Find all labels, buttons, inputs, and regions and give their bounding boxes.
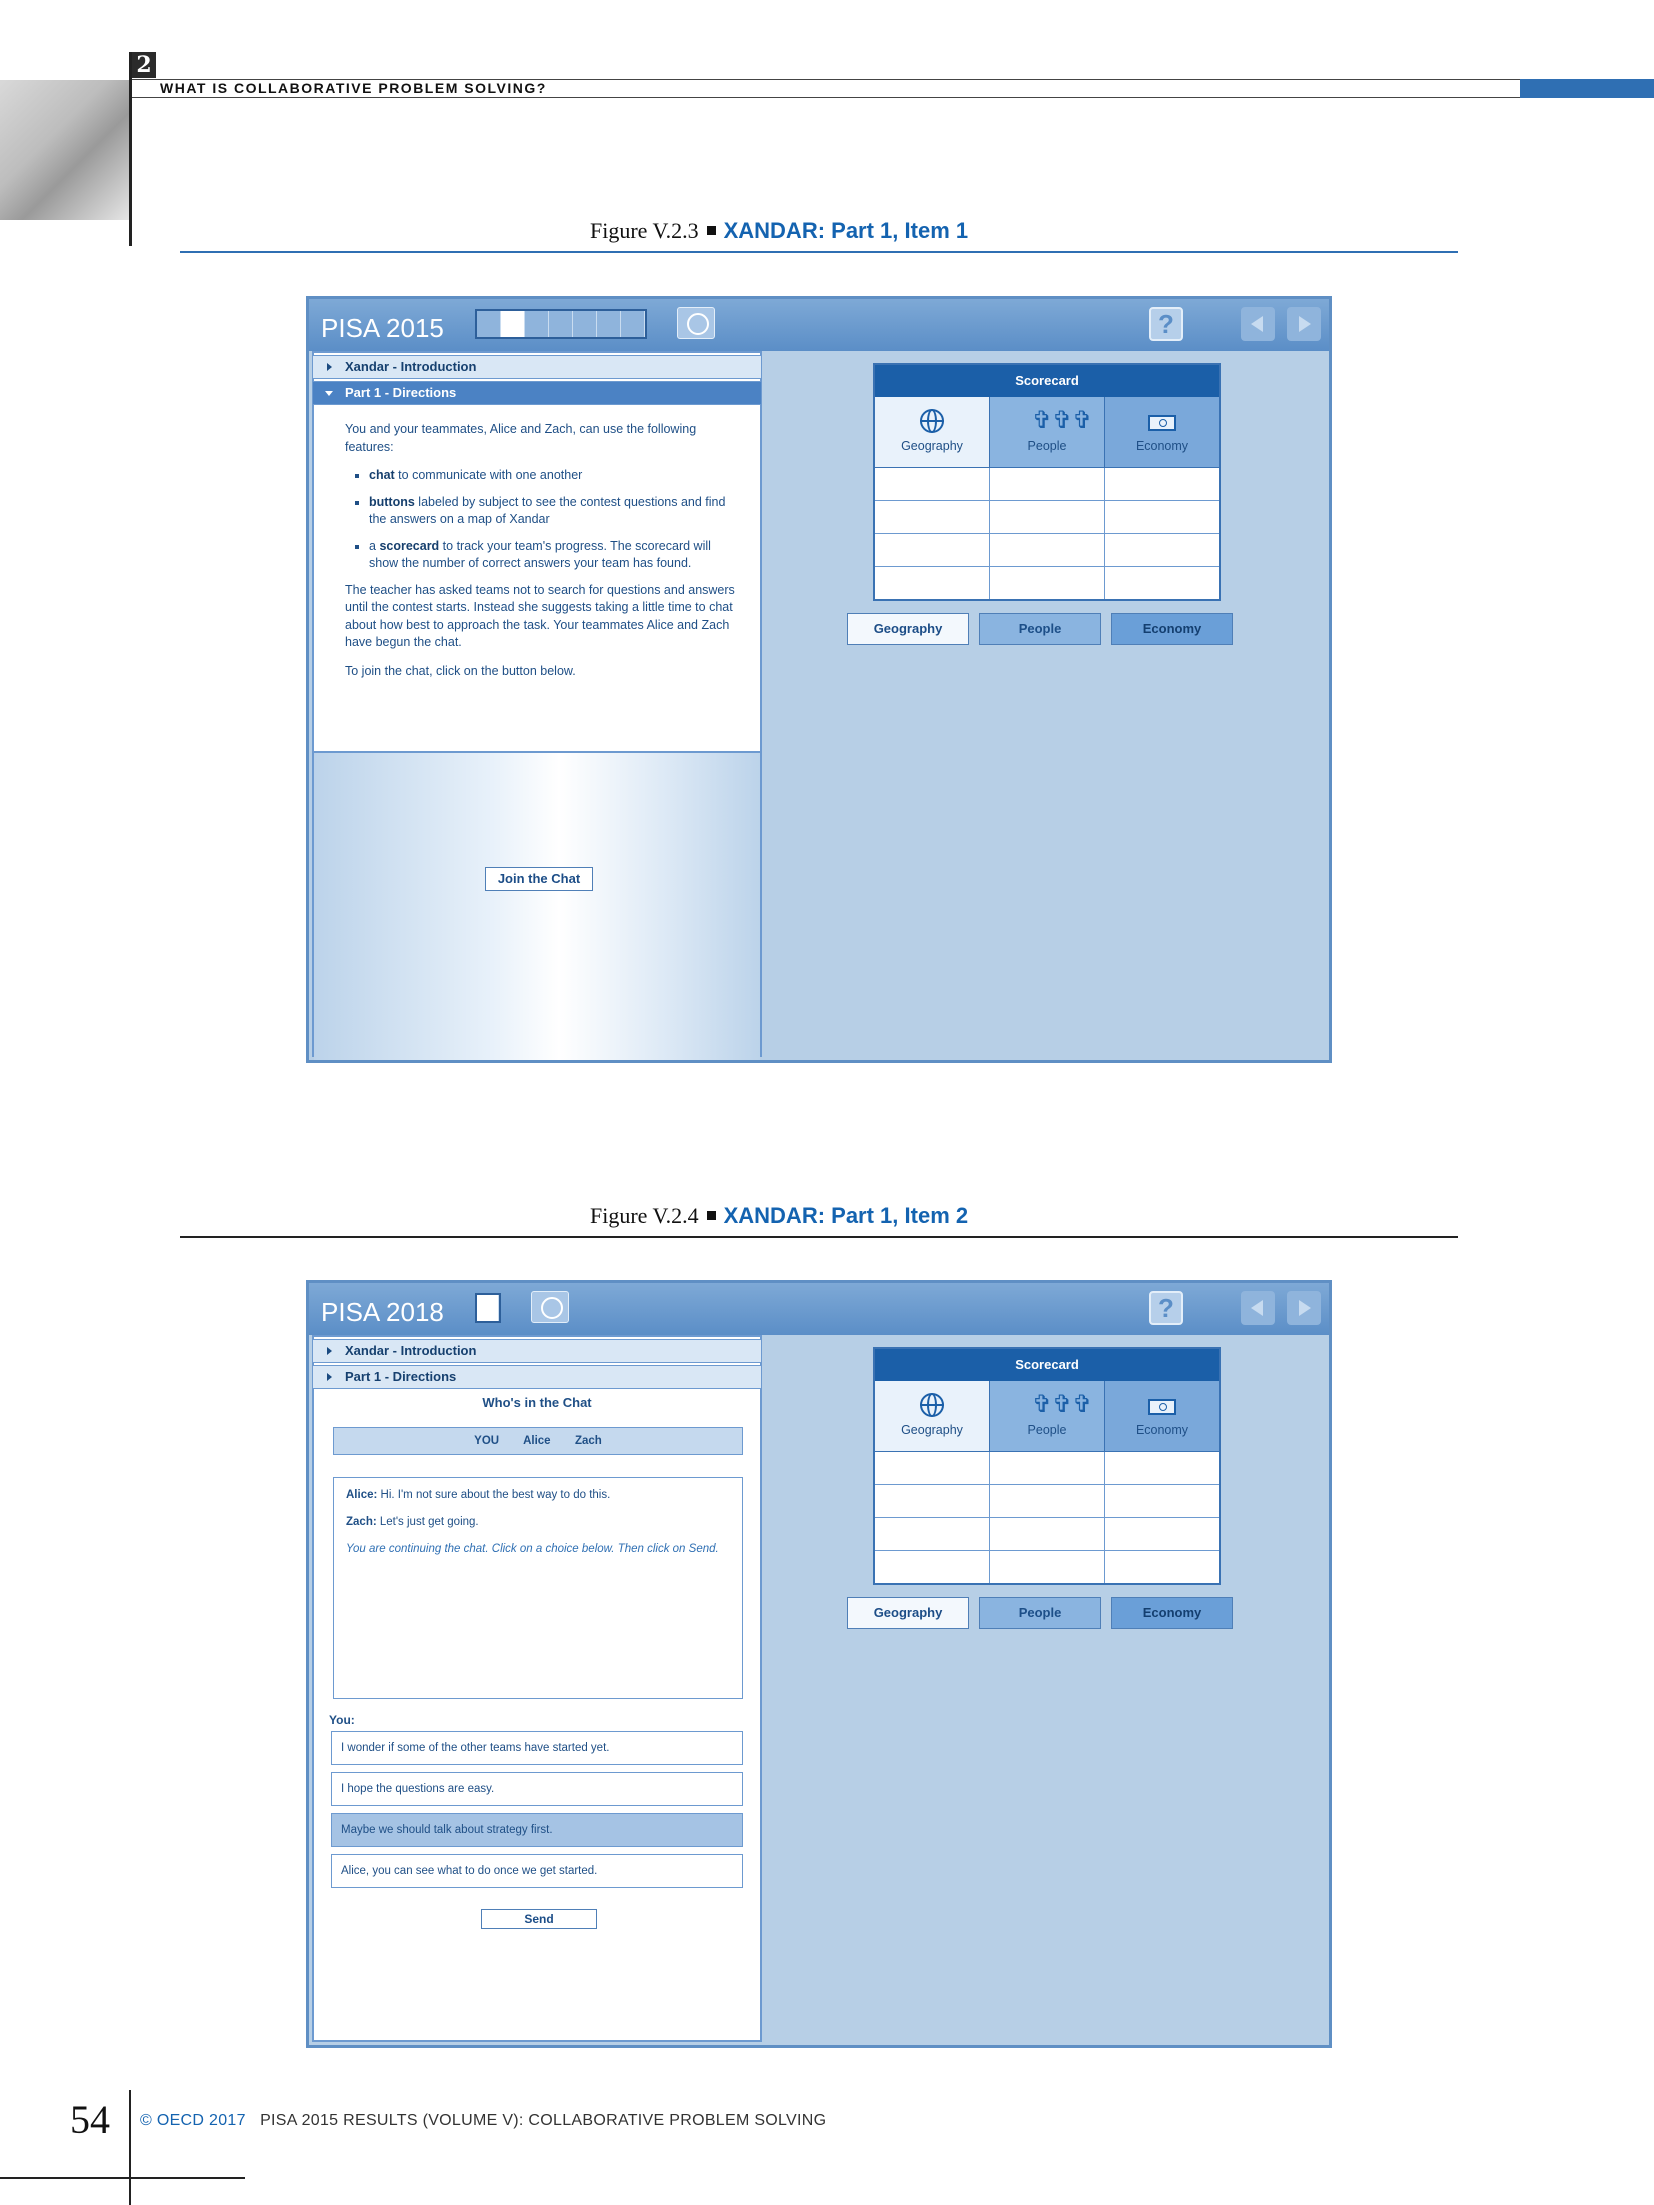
scorecard-title: Scorecard	[875, 365, 1219, 397]
accordion-part1-directions[interactable]: Part 1 - Directions	[312, 381, 762, 405]
feature-text: labeled by subject to see the contest questions and find the answers on a map of Xandar	[369, 494, 726, 526]
category-label: Geography	[901, 1423, 963, 1437]
feature-bold: buttons	[369, 494, 415, 509]
timer-icon[interactable]	[531, 1291, 569, 1323]
category-label: People	[1027, 439, 1067, 453]
feature-list	[345, 467, 735, 573]
economy-button[interactable]: Economy	[1111, 1597, 1233, 1629]
scorecard-row	[875, 1518, 1219, 1551]
header-vertical-rule	[129, 52, 132, 246]
scorecard-category-geography	[875, 397, 990, 467]
feature-text: to communicate with one another	[394, 468, 583, 482]
category-label: Economy	[1135, 1423, 1189, 1437]
bullet-square	[707, 226, 716, 235]
scorecard-category-economy	[1105, 397, 1219, 467]
next-arrow-icon[interactable]	[1287, 307, 1321, 341]
scorecard-category-geography	[875, 1381, 990, 1451]
directions-intro: You and your teammates, Alice and Zach, can use the following features:	[345, 422, 697, 454]
people-button[interactable]: People	[979, 613, 1101, 645]
figure-caption-2	[590, 1201, 968, 1231]
timer-icon[interactable]	[677, 307, 715, 339]
feature-text: to track your team's progress. The scorecard will show the number of correct answers your team has found.	[369, 538, 711, 570]
people-icon: ✞✞✞	[1032, 1391, 1093, 1418]
figure-number: Figure V.2.3	[590, 218, 699, 243]
chat-instruction: You are continuing the chat. Click on a choice below. Then click on Send.	[346, 1543, 719, 1555]
chat-heading: Who's in the Chat	[482, 1395, 592, 1410]
progress-segment-current	[501, 311, 525, 337]
progress-segment	[621, 311, 645, 337]
figure-number: Figure V.2.4	[590, 1203, 699, 1228]
scorecard-row	[875, 1452, 1219, 1485]
people-button[interactable]: People	[979, 1597, 1101, 1629]
app-title: PISA 2015	[321, 313, 444, 343]
scorecard-row	[875, 534, 1219, 567]
header-rule-bottom	[132, 97, 1522, 98]
category-label: Economy	[1135, 439, 1189, 453]
feature-item	[369, 494, 735, 529]
feature-item	[369, 467, 735, 485]
chat-message	[346, 1488, 730, 1503]
globe-icon	[917, 407, 947, 435]
directions-text	[345, 421, 735, 691]
scorecard-categories	[875, 1381, 1219, 1452]
header-accent-bar	[1520, 79, 1654, 98]
progress-indicator	[475, 309, 647, 339]
scorecard-row	[875, 1485, 1219, 1518]
people-icon: ✞✞✞	[1032, 407, 1093, 434]
category-label: People	[1027, 1423, 1067, 1437]
progress-segment	[597, 311, 621, 337]
feature-bold: scorecard	[379, 538, 440, 553]
scorecard	[873, 363, 1221, 601]
chat-choice-1[interactable]: I wonder if some of the other teams have started yet.	[331, 1731, 743, 1765]
send-button[interactable]: Send	[481, 1909, 597, 1929]
progress-segment	[573, 311, 597, 337]
scorecard-category-economy	[1105, 1381, 1219, 1451]
accordion-introduction[interactable]: Xandar - Introduction	[312, 355, 762, 379]
scorecard-row	[875, 468, 1219, 501]
footer-text	[140, 2110, 826, 2132]
scorecard-title: Scorecard	[875, 1349, 1219, 1381]
figure-title: XANDAR: Part 1, Item 2	[723, 1203, 969, 1228]
running-title: WHAT IS COLLABORATIVE PROBLEM SOLVING?	[160, 80, 547, 96]
category-label: Geography	[901, 439, 963, 453]
help-button[interactable]: ?	[1149, 1291, 1183, 1325]
scorecard-category-people	[990, 397, 1105, 467]
participants-bar	[333, 1427, 743, 1455]
chat-choice-4[interactable]: Alice, you can see what to do once we get started.	[331, 1854, 743, 1888]
chat-choice-3-selected[interactable]: Maybe we should talk about strategy first.	[331, 1813, 743, 1847]
chat-message	[346, 1515, 730, 1530]
feature-prefix: a	[369, 538, 380, 553]
progress-indicator	[475, 1293, 501, 1323]
message-text: Let's just get going.	[379, 1516, 479, 1528]
previous-arrow-icon[interactable]	[1241, 1291, 1275, 1325]
pisa-screen-item-1	[306, 296, 1332, 1063]
geography-button[interactable]: Geography	[847, 613, 969, 645]
message-text: Hi. I'm not sure about the best way to do this.	[380, 1489, 611, 1501]
you-label: You:	[329, 1713, 355, 1727]
directions-join-hint: To join the chat, click on the button below.	[345, 663, 576, 678]
publication-title: PISA 2015 RESULTS (VOLUME V): COLLABORATIVE PROBLEM SOLVING	[260, 2112, 827, 2129]
caption-rule	[180, 1236, 1458, 1238]
join-chat-button[interactable]: Join the Chat	[485, 867, 593, 891]
chat-choice-2[interactable]: I hope the questions are easy.	[331, 1772, 743, 1806]
progress-segment	[549, 311, 573, 337]
feature-item	[369, 538, 735, 573]
scorecard-row	[875, 501, 1219, 534]
progress-segment-current	[477, 1295, 499, 1321]
geography-button[interactable]: Geography	[847, 1597, 969, 1629]
money-icon	[1147, 1391, 1177, 1419]
app-title: PISA 2018	[321, 1297, 444, 1327]
footer-rule	[0, 2177, 245, 2179]
scorecard-row	[875, 567, 1219, 599]
caption-rule	[180, 251, 1458, 253]
chapter-photo	[0, 80, 130, 220]
next-arrow-icon[interactable]	[1287, 1291, 1321, 1325]
figure-title: XANDAR: Part 1, Item 1	[723, 218, 969, 243]
globe-icon	[917, 1391, 947, 1419]
page-number: 54	[70, 2097, 110, 2142]
scorecard-category-people	[990, 1381, 1105, 1451]
progress-segment	[525, 311, 549, 337]
previous-arrow-icon[interactable]	[1241, 307, 1275, 341]
chat-log	[333, 1477, 743, 1699]
money-icon	[1147, 407, 1177, 435]
message-speaker: Zach:	[346, 1516, 377, 1528]
participant-zach: Zach	[574, 1435, 602, 1447]
feature-bold: chat	[369, 468, 395, 482]
participant-alice: Alice	[523, 1435, 551, 1447]
footer-vertical-rule	[129, 2090, 131, 2205]
scorecard-row	[875, 1551, 1219, 1583]
bullet-square	[707, 1211, 716, 1220]
scorecard-categories	[875, 397, 1219, 468]
progress-segment	[477, 311, 501, 337]
accordion-introduction[interactable]: Xandar - Introduction	[312, 1339, 762, 1363]
help-button[interactable]: ?	[1149, 307, 1183, 341]
accordion-part1-directions[interactable]: Part 1 - Directions	[312, 1365, 762, 1389]
pisa-screen-item-2	[306, 1280, 1332, 2048]
scorecard	[873, 1347, 1221, 1585]
economy-button[interactable]: Economy	[1111, 613, 1233, 645]
figure-caption-1	[590, 216, 968, 246]
copyright: © OECD 2017	[140, 2112, 246, 2129]
join-area	[314, 751, 760, 1060]
message-speaker: Alice:	[346, 1489, 378, 1501]
participant-you: YOU	[474, 1435, 500, 1447]
chapter-number: 2	[132, 52, 156, 78]
directions-paragraph: The teacher has asked teams not to search for questions and answers until the contest starts. Instead she suggests taking a little time to chat about how best to approach the task. Your teammates Alice and Zach have begun the chat.	[345, 582, 735, 649]
